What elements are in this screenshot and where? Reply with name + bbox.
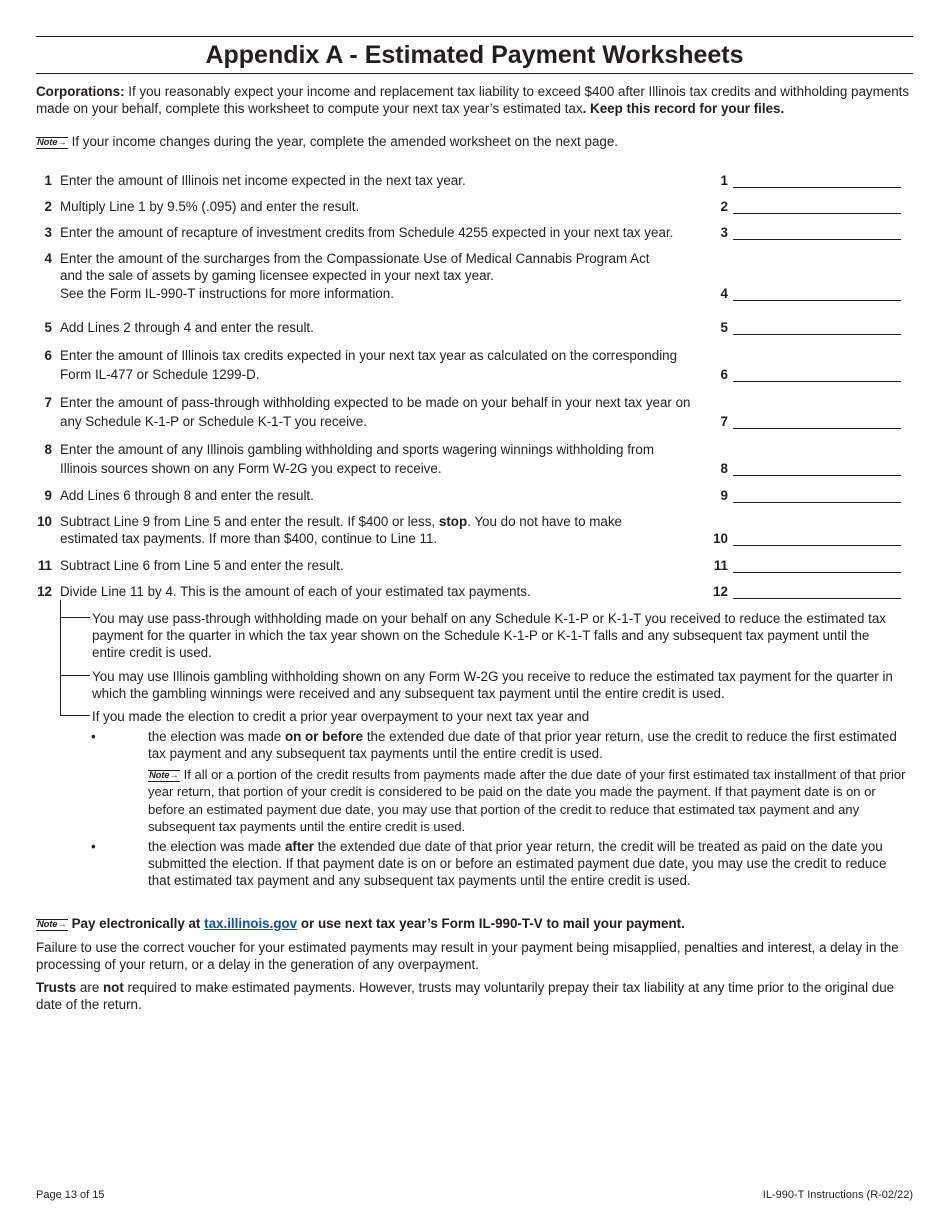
branch-gambling: You may use Illinois gambling withholding shown on any Form W-2G you receive to reduce the estimated tax payment for the quarter in which the gambling winnings were received and any subsequent tax payment until the entire credit is used. bbox=[92, 669, 893, 701]
line-8-amount-field[interactable] bbox=[733, 461, 901, 476]
footer-form-id: IL-990-T Instructions (R-02/22) bbox=[762, 1189, 913, 1201]
line-12-amount-field[interactable] bbox=[733, 584, 901, 599]
tax-illinois-link[interactable]: tax.illinois.gov bbox=[204, 916, 298, 931]
title-rule-top bbox=[36, 36, 913, 37]
line-6-amount-field[interactable] bbox=[733, 367, 901, 382]
intro-lead: Corporations: bbox=[36, 84, 125, 99]
page-title: Appendix A - Estimated Payment Worksheets bbox=[205, 41, 744, 69]
bullet-after: the election was made after the extended due date of that prior year return, the credit will be treated as paid on the date you submitted the election. If that payment date is on or before an estimated payment due date, you may use the credit to reduce that estimated tax payment and any subsequent tax payments until the entire credit is used. bbox=[148, 839, 887, 888]
line-11-amount-field[interactable] bbox=[733, 558, 901, 573]
failure-paragraph: Failure to use the correct voucher for your estimated payments may result in your payment being misapplied, penalties and interest, a delay in the processing of your return, or a delay in the generation of any overpayment. bbox=[36, 940, 899, 972]
line-7-amount-field[interactable] bbox=[733, 414, 901, 429]
line-10-amount-field[interactable] bbox=[733, 531, 901, 546]
bracket-tick-3 bbox=[60, 715, 90, 716]
intro-paragraph bbox=[36, 83, 914, 117]
bullet-on-or-before: the election was made on or before the extended due date of that prior year return, use the credit to reduce the first estimated tax payment and any subsequent tax payments until the entire credit is used. bbox=[148, 729, 897, 761]
footer-page-number: Page 13 of 15 bbox=[36, 1189, 105, 1201]
note-text: If your income changes during the year, complete the amended worksheet on the next page. bbox=[71, 134, 619, 149]
bracket-tick-1 bbox=[60, 617, 90, 618]
line-2-amount-field[interactable] bbox=[733, 199, 901, 214]
note-icon: Note→ bbox=[37, 919, 67, 930]
bullet-1-note: Note→ If all or a portion of the credit results from payments made after the due date of your first estimated tax installment of that prior year return, that portion of your credit is considered to be paid on the date you made the payment. If that payment date is on or before an estimated payment due date, you may use that portion of the credit to reduce that estimated tax payment and any subsequent tax payments until the entire credit is used. bbox=[148, 767, 906, 834]
line-9-amount-field[interactable] bbox=[733, 488, 901, 503]
bracket-tick-2 bbox=[60, 675, 90, 676]
trusts-paragraph: Trusts are not required to make estimated payments. However, trusts may voluntarily prepay their tax liability at any time prior to the original due date of the return. bbox=[36, 980, 895, 1012]
line-5-amount-field[interactable] bbox=[733, 320, 901, 335]
line-3-amount-field[interactable] bbox=[733, 225, 901, 240]
pay-electronically: Note→ Pay electronically at tax.illinois.gov or use next tax year’s Form IL-990-T-V to mail your payment. bbox=[37, 916, 685, 931]
intro-emphasis: . Keep this record for your files. bbox=[582, 101, 785, 116]
note-icon: Note→ bbox=[149, 770, 179, 781]
note-income-change bbox=[36, 133, 914, 150]
note-icon: Note→ bbox=[37, 137, 67, 148]
branch-pass-through: You may use pass-through withholding made on your behalf on any Schedule K-1-P or K-1-T you received to reduce the estimated tax payment for the quarter in which the tax year shown on the Schedule K-1-P or K-1-T falls and any subsequent tax payment until the entire credit is used. bbox=[92, 611, 886, 660]
bullet-2-marker: • bbox=[91, 839, 96, 854]
line-1-amount-field[interactable] bbox=[733, 173, 901, 188]
intro-text: If you reasonably expect your income and replacement tax liability to exceed $400 after Illinois tax credits and withholding payments made on your behalf, complete this worksheet to compute your next tax year’s estimated tax bbox=[36, 84, 910, 116]
title-rule-bottom bbox=[36, 73, 913, 74]
bullet-1-marker: • bbox=[91, 729, 96, 744]
branch-overpayment: If you made the election to credit a prior year overpayment to your next tax year and bbox=[92, 709, 590, 724]
line-4-amount-field[interactable] bbox=[733, 286, 901, 301]
